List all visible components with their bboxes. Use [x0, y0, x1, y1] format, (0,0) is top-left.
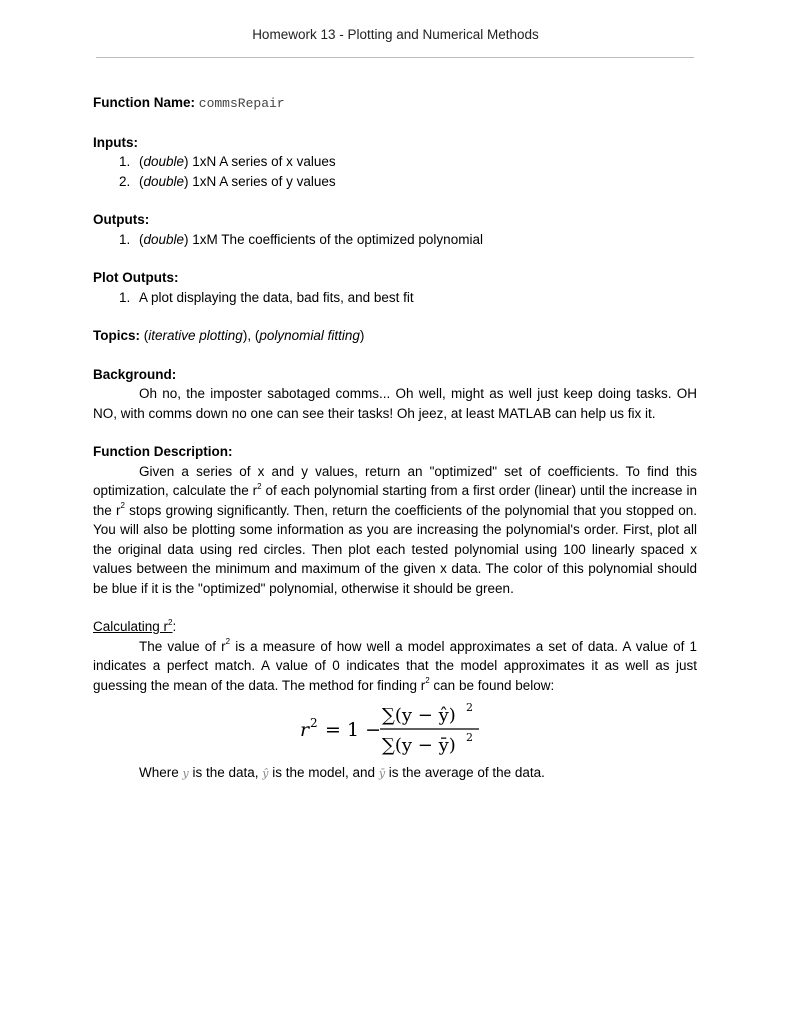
text-run: Where	[139, 765, 183, 780]
inputs-list	[93, 152, 697, 191]
background-section	[93, 365, 697, 424]
var-y-bar: ȳ	[378, 767, 386, 780]
superscript: 2	[425, 676, 430, 685]
outputs-list	[93, 230, 697, 250]
text-run: is the average of the data.	[385, 765, 545, 780]
topic-item: iterative plotting	[148, 328, 243, 343]
text-run: is the data,	[188, 765, 263, 780]
text-run: can be found below:	[429, 677, 555, 693]
function-name-label: Function Name:	[93, 95, 196, 110]
function-description-section	[93, 442, 697, 598]
function-name-value: commsRepair	[198, 96, 285, 111]
plot-outputs-section	[93, 268, 697, 307]
inputs-section	[93, 133, 697, 192]
superscript: 2	[257, 481, 262, 491]
calculating-section	[93, 617, 697, 784]
inputs-heading: Inputs:	[93, 134, 138, 150]
paren: (	[139, 154, 144, 169]
formula-numerator-exponent: 2	[466, 701, 473, 714]
list-number: 1.	[119, 231, 131, 247]
list-number: 2.	[119, 173, 131, 189]
var-y: y	[182, 767, 189, 780]
list-item	[93, 172, 697, 192]
item-text: A plot displaying the data, bad fits, and best fit	[139, 289, 414, 305]
var-y-hat: ŷ	[262, 767, 269, 780]
paren: )	[184, 173, 189, 189]
paren: )	[184, 231, 189, 247]
formula-lhs-exponent: 2	[310, 716, 318, 730]
r-squared-formula	[93, 699, 697, 761]
formula-graphic	[298, 699, 498, 761]
superscript: 2	[120, 501, 125, 510]
list-number: 1.	[119, 154, 131, 169]
item-text: 1xN A series of y values	[188, 173, 336, 189]
list-item	[93, 152, 697, 172]
formula-lhs: r	[300, 719, 310, 741]
formula-equals: = 1 −	[325, 719, 382, 741]
formula-numerator: ∑(y − ŷ)	[382, 705, 456, 726]
list-item	[93, 288, 697, 308]
item-text: 1xM The coefficients of the optimized polynomial	[188, 231, 483, 247]
list-item	[93, 230, 697, 250]
paren: (	[143, 328, 149, 343]
paren: (	[254, 328, 260, 343]
topics-label: Topics:	[93, 328, 140, 343]
header-rule	[96, 57, 694, 58]
list-number: 1.	[119, 289, 131, 305]
type-label: double	[143, 231, 185, 247]
formula-denominator: ∑(y − ȳ)	[382, 735, 456, 756]
background-text: Oh no, the imposter sabotaged comms... Oh well, might as well just keep doing tasks. OH NO, with comms down no one can see their tasks! Oh jeez, at least MATLAB can help us fix it.	[93, 386, 697, 421]
text-run: The value of r	[139, 638, 226, 654]
type-label: double	[143, 173, 185, 189]
plot-outputs-heading: Plot Outputs:	[93, 270, 179, 285]
function-description-heading: Function Description:	[93, 444, 233, 459]
calculating-text	[93, 637, 697, 696]
superscript: 2	[225, 637, 231, 646]
outputs-section	[93, 210, 697, 249]
text-run: Given a series of x and y values, return an "optimized" set of coefficients. To find this optimization, calculate the r	[93, 463, 697, 498]
where-line	[139, 763, 697, 784]
plot-outputs-list	[93, 288, 697, 308]
text-run: of each polynomial starting from a first order (linear) until the increase in the r	[93, 483, 697, 518]
superscript: 2	[168, 617, 173, 627]
topics-section	[93, 326, 697, 346]
text-run: is a measure of how well a model approximates a set of data. A value of 1 indicates a perfect match. A value of 0 indicates that the model approximates it as well as just guessing the mean of the data. The method for finding r	[93, 638, 697, 693]
text-run: is the model, and	[268, 765, 379, 780]
function-name-section	[93, 93, 697, 114]
paren: )	[184, 154, 189, 169]
calculating-heading	[93, 617, 697, 637]
paren: (	[139, 231, 144, 247]
separator: ,	[247, 328, 255, 343]
page-header: Homework 13 - Plotting and Numerical Methods	[252, 27, 539, 42]
type-label: double	[143, 154, 185, 169]
document-body	[93, 93, 697, 784]
formula-denominator-exponent: 2	[466, 731, 473, 744]
function-description-text	[93, 462, 697, 599]
item-text: 1xN A series of x values	[188, 154, 336, 169]
background-heading: Background:	[93, 366, 177, 382]
heading-underlined	[93, 619, 173, 634]
paren: )	[242, 328, 248, 343]
paren: )	[359, 328, 365, 343]
heading-text: Calculating r	[93, 619, 169, 634]
colon: :	[172, 619, 177, 634]
paren: (	[139, 173, 144, 189]
text-run: stops growing significantly. Then, return the coefficients of the polynomial that you stopped on. You will also be plotting some information as you are increasing the polynomial's order. First, plot all the original data using red circles. Then plot each tested polynomial using 100 linearly spaced x values between the minimum and maximum of the given x data. The color of this polynomial should be blue if it is the "optimized" polynomial, otherwise it should be green.	[93, 502, 697, 596]
topic-item: polynomial fitting	[259, 328, 360, 343]
outputs-heading: Outputs:	[93, 212, 150, 227]
